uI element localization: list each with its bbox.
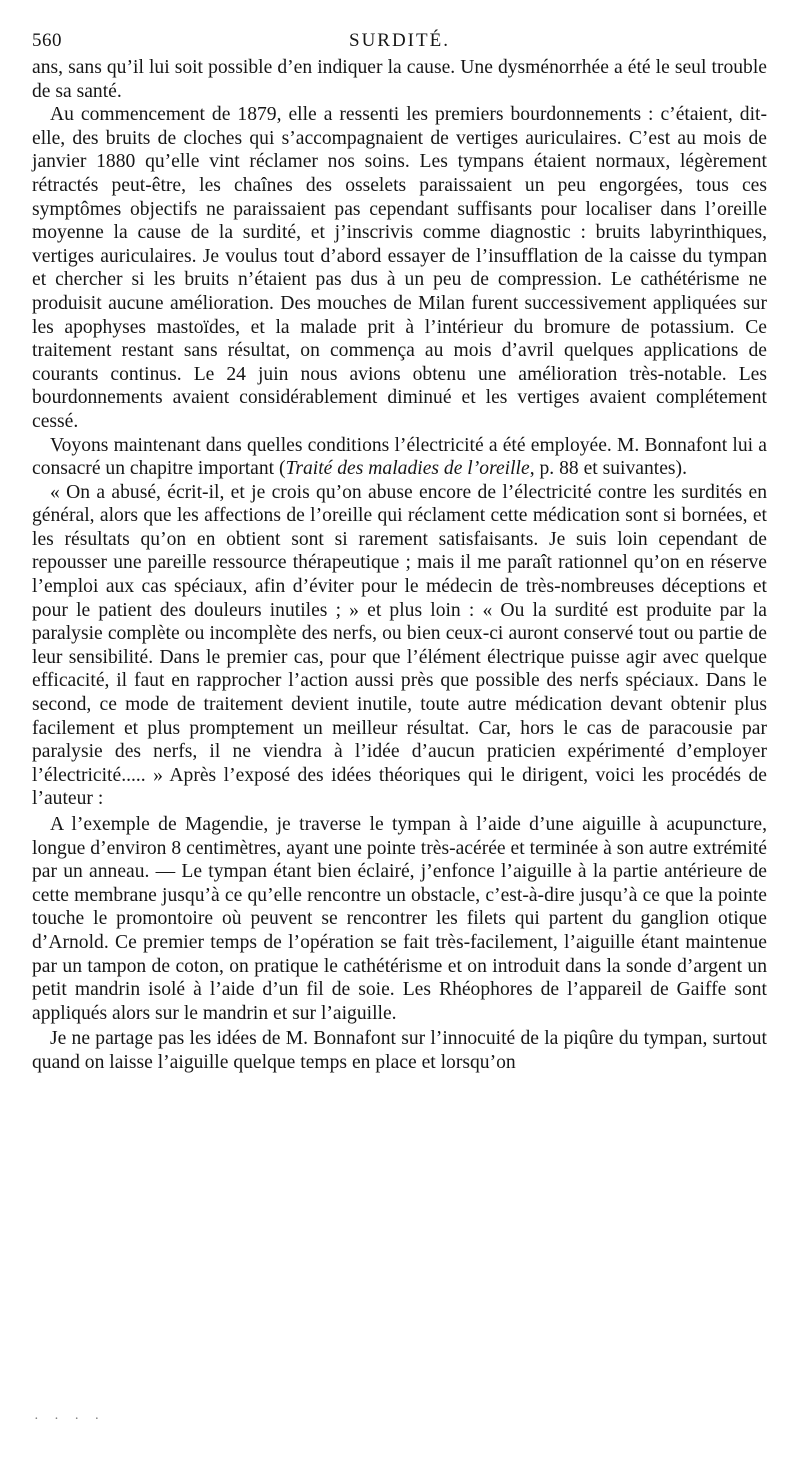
book-page (32, 30, 767, 1075)
paragraph-continuation: ans, sans qu’il lui soit possible d’en indiquer la cause. Une dysménorrhée a été le seul trouble de sa santé. (32, 57, 767, 102)
body-text (32, 56, 767, 1075)
reference-text-after: , p. 88 et suivantes). (529, 458, 687, 480)
reference-text-before: Voyons maintenant dans quelles conditions l’électricité a été employée. M. Bonnafont lui a consacré un chapitre important ( (32, 434, 767, 480)
paragraph-quotation: « On a abusé, écrit-il, et je crois qu’on abuse encore de l’électricité contre les surdités en général, alors que les affections de l’oreille qui réclament cette médication sont si bornées, et les résultats qu’on en obtient sont si rarement satisfaisants. Je suis loin cependant de repousser une pareille ressource thérapeutique ; mais il me paraît rationnel qu’on en réserve l’emploi aux cas spéciaux, afin d’éviter pour le médecin de très-nombreuses déceptions et pour le patient des douleurs inutiles ; » et plus loin : « Ou la surdité est produite par la paralysie complète ou incomplète des nerfs, ou bien ceux-ci auront conservé tout ou partie de leur sensibilité. Dans le premier cas, pour que l’élément électrique puisse agir avec quelque efficacité, il faut en rapprocher l’action aussi près que possible des nerfs spéciaux. Dans le second, ce mode de traitement devient inutile, toute autre médication devant obtenir plus facilement et plus promptement un meilleur résultat. Car, hors le cas de paracousie par paralysie des nerfs, il ne viendra à l’idée d’aucun praticien expérimenté d’employer l’électricité..... » Après l’exposé des idées théoriques qui le dirigent, voici les procédés de l’auteur : (32, 481, 767, 810)
paragraph-bonnafont-reference (32, 434, 767, 481)
book-title-italic: Traité des maladies de l’oreille (285, 458, 530, 480)
page-number: 560 (32, 30, 62, 51)
paragraph-opinion: Je ne partage pas les idées de M. Bonnafont sur l’innocuité de la piqûre du tympan, surtout quand on laisse l’aiguille quelque temps en place et lorsqu’on (32, 1028, 767, 1073)
paragraph-case-history: Au commencement de 1879, elle a ressenti les premiers bourdonnements : c’étaient, dit-elle, des bruits de cloches qui s’accompagnaient de vertiges auriculaires. C’est au mois de janvier 1880 qu’elle vint réclamer nos soins. Les tympans étaient normaux, légèrement rétractés peut-être, les chaînes des osselets paraissaient un peu engorgées, tous ces symptômes objectifs ne paraissaient pas cependant suffisants pour localiser dans l’oreille moyenne la cause de la surdité, et j’inscrivis comme diagnostic : bruits labyrinthiques, vertiges auriculaires. Je voulus tout d’abord essayer de l’insufflation de la caisse du tympan et chercher si les bruits n’étaient pas dus à un peu de compression. Le cathétérisme ne produisit aucune amélioration. Des mouches de Milan furent successivement appliquées sur les apophyses mastoïdes, et la malade prit à l’intérieur du bromure de potassium. Ce traitement restant sans résultat, on commença au mois d’avril quelques applications de courants continus. Le 24 juin nous avions obtenu une amélioration très-notable. Les bourdonnements avaient considérablement diminué et les vertiges avaient complétement cessé. (32, 104, 767, 432)
page-header (32, 30, 767, 56)
paragraph-procedure: A l’exemple de Magendie, je traverse le tympan à l’aide d’une aiguille à acupuncture, longue d’environ 8 centimètres, ayant une pointe très-acérée et terminée à son autre extrémité par un anneau. — Le tympan étant bien éclairé, j’enfonce l’aiguille à la partie antérieure de cette membrane jusqu’à ce qu’elle rencontre un obstacle, c’est-à-dire jusqu’à ce que la pointe touche le promontoire où peuvent se rencontrer les filets qui partent du ganglion otique d’Arnold. Ce premier temps de l’opération se fait très-facilement, l’aiguille étant maintenue par un tampon de coton, on pratique le cathétérisme et on introduit dans la sonde d’argent un petit mandrin isolé à l’aide d’un fil de soie. Les Rhéophores de l’appareil de Gaiffe sont appliqués alors sur le mandrin et sur l’aiguille. (32, 814, 767, 1024)
footer-marks: · · · · (34, 1412, 106, 1427)
running-title: SURDITÉ. (349, 30, 450, 51)
